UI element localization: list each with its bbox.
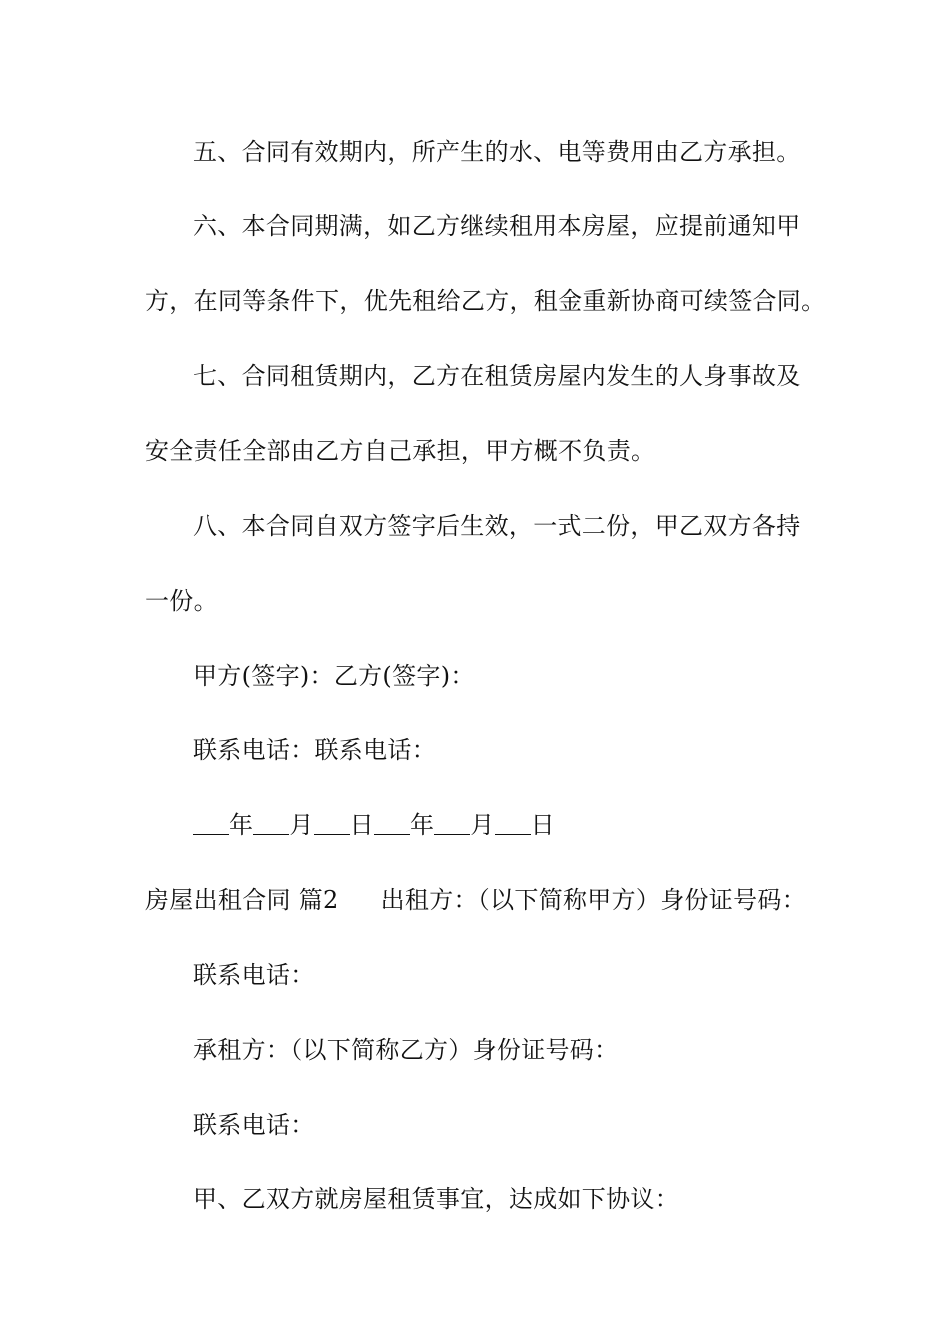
blank-field xyxy=(495,810,531,835)
clause-6-line-1: 六、本合同期满，如乙方继续租用本房屋，应提前通知甲 xyxy=(193,212,801,240)
phone-line: 联系电话：联系电话： xyxy=(193,736,436,764)
date-month-label: 月 xyxy=(470,811,495,839)
clause-7-line-1: 七、合同租赁期内，乙方在租赁房屋内发生的人身事故及 xyxy=(193,362,801,390)
date-month-label: 月 xyxy=(289,811,314,839)
clause-7-line-2: 安全责任全部由乙方自己承担，甲方概不负责。 xyxy=(145,437,656,465)
date-day-label: 日 xyxy=(349,811,374,839)
signature-line: 甲方(签字)：乙方(签字)： xyxy=(193,662,475,690)
date-day-label: 日 xyxy=(530,811,555,839)
blank-field xyxy=(374,810,410,835)
clause-6-line-2: 方，在同等条件下，优先租给乙方，租金重新协商可续签合同。 xyxy=(145,287,826,315)
blank-field xyxy=(253,810,289,835)
date-line xyxy=(193,810,858,840)
lessee-phone: 联系电话： xyxy=(193,1111,315,1139)
lessee-line: 承租方：（以下简称乙方）身份证号码： xyxy=(193,1036,619,1064)
lessor-line: 出租方：（以下简称甲方）身份证号码： xyxy=(380,886,807,914)
agreement-intro: 甲、乙双方就房屋租赁事宜，达成如下协议： xyxy=(193,1185,679,1213)
date-year-label: 年 xyxy=(229,811,254,839)
clause-8-line-2: 一份。 xyxy=(145,587,218,615)
contract-2-header-line xyxy=(145,885,810,915)
clause-8-line-1: 八、本合同自双方签字后生效，一式二份，甲乙双方各持 xyxy=(193,512,801,540)
date-year-label: 年 xyxy=(409,811,435,839)
blank-field xyxy=(434,810,470,835)
clause-5: 五、合同有效期内，所产生的水、电等费用由乙方承担。 xyxy=(193,138,801,166)
blank-field xyxy=(314,810,350,835)
contract-2-heading: 房屋出租合同 篇2 xyxy=(145,886,339,914)
blank-field xyxy=(193,810,229,835)
lessor-phone: 联系电话： xyxy=(193,961,315,989)
